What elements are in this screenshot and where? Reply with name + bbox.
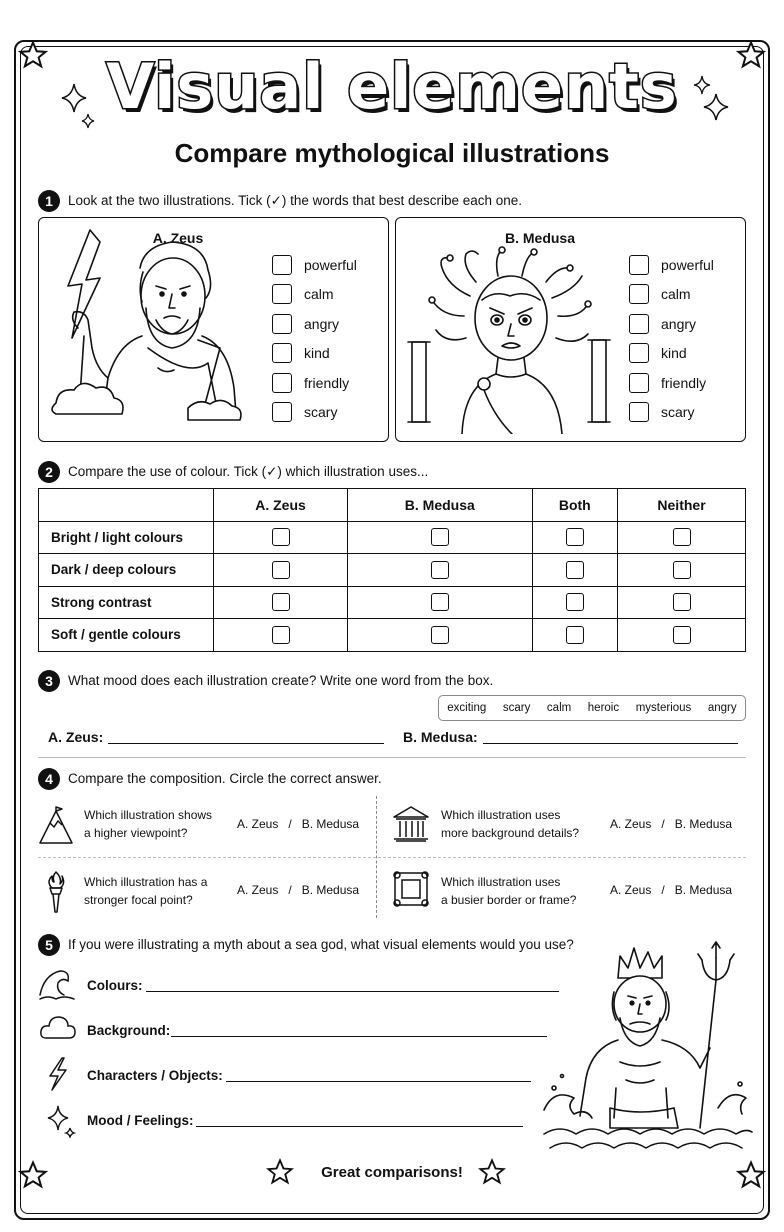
- table-checkbox[interactable]: [566, 593, 584, 611]
- circle-answer[interactable]: A. Zeus / B. Medusa: [237, 817, 360, 831]
- answer-line[interactable]: [196, 1113, 523, 1127]
- checkbox-scary[interactable]: scary: [272, 402, 337, 422]
- prompt-label: Colours:: [87, 978, 143, 993]
- checkbox-friendly[interactable]: friendly: [629, 373, 706, 393]
- table-header-blank: [39, 489, 214, 522]
- sparkle-icon: [42, 1102, 76, 1138]
- divider: [38, 857, 746, 858]
- question-text: Look at the two illustrations. Tick (✓) the words that best describe each one.: [68, 193, 523, 208]
- answer-line[interactable]: [226, 1068, 531, 1082]
- table-checkbox[interactable]: [431, 528, 449, 546]
- word-option: scary: [502, 702, 531, 714]
- checkbox-kind[interactable]: kind: [272, 343, 330, 363]
- table-checkbox[interactable]: [566, 626, 584, 644]
- table-row: [39, 619, 746, 652]
- answer-line[interactable]: [171, 1023, 547, 1037]
- page-subtitle: Compare mythological illustrations: [174, 138, 610, 168]
- star-icon: [478, 1158, 506, 1186]
- footer-text: Great comparisons!: [321, 1164, 463, 1181]
- divider: [38, 757, 746, 758]
- table-row: [39, 554, 746, 587]
- checkbox-powerful[interactable]: powerful: [629, 255, 714, 275]
- table-checkbox[interactable]: [673, 561, 691, 579]
- question-text: If you were illustrating a myth about a sea god, what visual elements would you use?: [68, 937, 574, 952]
- table-row: [39, 521, 746, 554]
- comp-question: Which illustration uses a busier border or frame?: [441, 875, 577, 907]
- table-checkbox[interactable]: [673, 593, 691, 611]
- table-header: Both: [532, 489, 617, 522]
- panel-title: B. Medusa: [504, 230, 575, 246]
- table-header: Neither: [618, 489, 746, 522]
- checkbox-friendly[interactable]: friendly: [272, 373, 349, 393]
- table-checkbox[interactable]: [272, 593, 290, 611]
- row-label: Bright / light colours: [39, 521, 214, 554]
- checkbox-kind[interactable]: kind: [629, 343, 687, 363]
- zeus-illustration: [48, 228, 248, 433]
- comp-question: Which illustration has a stronger focal point?: [84, 875, 208, 907]
- page-title: Visual elements: [106, 50, 678, 123]
- question-text: What mood does each illustration create? Write one word from the box.: [68, 673, 494, 688]
- table-checkbox[interactable]: [431, 626, 449, 644]
- checkbox-angry[interactable]: angry: [272, 314, 339, 334]
- question-number: 4: [38, 768, 60, 790]
- table-checkbox[interactable]: [566, 528, 584, 546]
- frame-icon: [392, 870, 430, 908]
- circle-answer[interactable]: A. Zeus / B. Medusa: [610, 817, 733, 831]
- question-number: 3: [38, 670, 60, 692]
- row-label: Dark / deep colours: [39, 554, 214, 587]
- table-checkbox[interactable]: [272, 528, 290, 546]
- question-number: 1: [38, 190, 60, 212]
- temple-icon: [392, 805, 430, 843]
- answer-line[interactable]: [146, 978, 559, 992]
- wave-icon: [38, 965, 76, 1001]
- word-option: mysterious: [635, 702, 692, 714]
- prompt-label: Mood / Feelings:: [87, 1113, 194, 1128]
- table-checkbox[interactable]: [673, 528, 691, 546]
- table-checkbox[interactable]: [431, 561, 449, 579]
- prompt-label: Characters / Objects:: [87, 1068, 223, 1083]
- word-option: exciting: [447, 702, 487, 714]
- table-row: [39, 586, 746, 619]
- answer-line-zeus[interactable]: [108, 728, 384, 744]
- comp-question: Which illustration uses more background details?: [441, 808, 580, 840]
- row-label: Soft / gentle colours: [39, 619, 214, 652]
- prompt-label: Background:: [87, 1023, 171, 1038]
- table-header: A. Zeus: [214, 489, 348, 522]
- torch-icon: [44, 870, 68, 914]
- word-option: angry: [707, 702, 737, 714]
- table-checkbox[interactable]: [566, 561, 584, 579]
- word-box: [438, 695, 746, 721]
- comp-question: Which illustration shows a higher viewpoint?: [84, 808, 213, 840]
- colour-table: [38, 488, 746, 652]
- sea-god-illustration: [540, 938, 754, 1152]
- row-label: Strong contrast: [39, 586, 214, 619]
- circle-answer[interactable]: A. Zeus / B. Medusa: [237, 883, 360, 897]
- checkbox-powerful[interactable]: powerful: [272, 255, 357, 275]
- answer-label: B. Medusa:: [403, 729, 478, 745]
- lightning-icon: [44, 1056, 72, 1092]
- answer-label: A. Zeus:: [48, 729, 104, 745]
- word-option: heroic: [587, 702, 620, 714]
- answer-line-medusa[interactable]: [483, 728, 738, 744]
- table-checkbox[interactable]: [673, 626, 691, 644]
- question-text: Compare the composition. Circle the correct answer.: [68, 771, 382, 786]
- word-option: calm: [546, 702, 572, 714]
- checkbox-calm[interactable]: calm: [272, 284, 334, 304]
- checkbox-scary[interactable]: scary: [629, 402, 694, 422]
- checkbox-angry[interactable]: angry: [629, 314, 696, 334]
- mountain-icon: [38, 805, 74, 845]
- circle-answer[interactable]: A. Zeus / B. Medusa: [610, 883, 733, 897]
- question-number: 2: [38, 461, 60, 483]
- medusa-illustration: [402, 246, 620, 434]
- table-checkbox[interactable]: [272, 561, 290, 579]
- question-number: 5: [38, 934, 60, 956]
- table-checkbox[interactable]: [431, 593, 449, 611]
- cloud-icon: [38, 1012, 78, 1042]
- checkbox-calm[interactable]: calm: [629, 284, 691, 304]
- question-text: Compare the use of colour. Tick (✓) which illustration uses...: [68, 464, 429, 479]
- table-header: B. Medusa: [348, 489, 533, 522]
- table-checkbox[interactable]: [272, 626, 290, 644]
- panel-title: A. Zeus: [152, 230, 204, 246]
